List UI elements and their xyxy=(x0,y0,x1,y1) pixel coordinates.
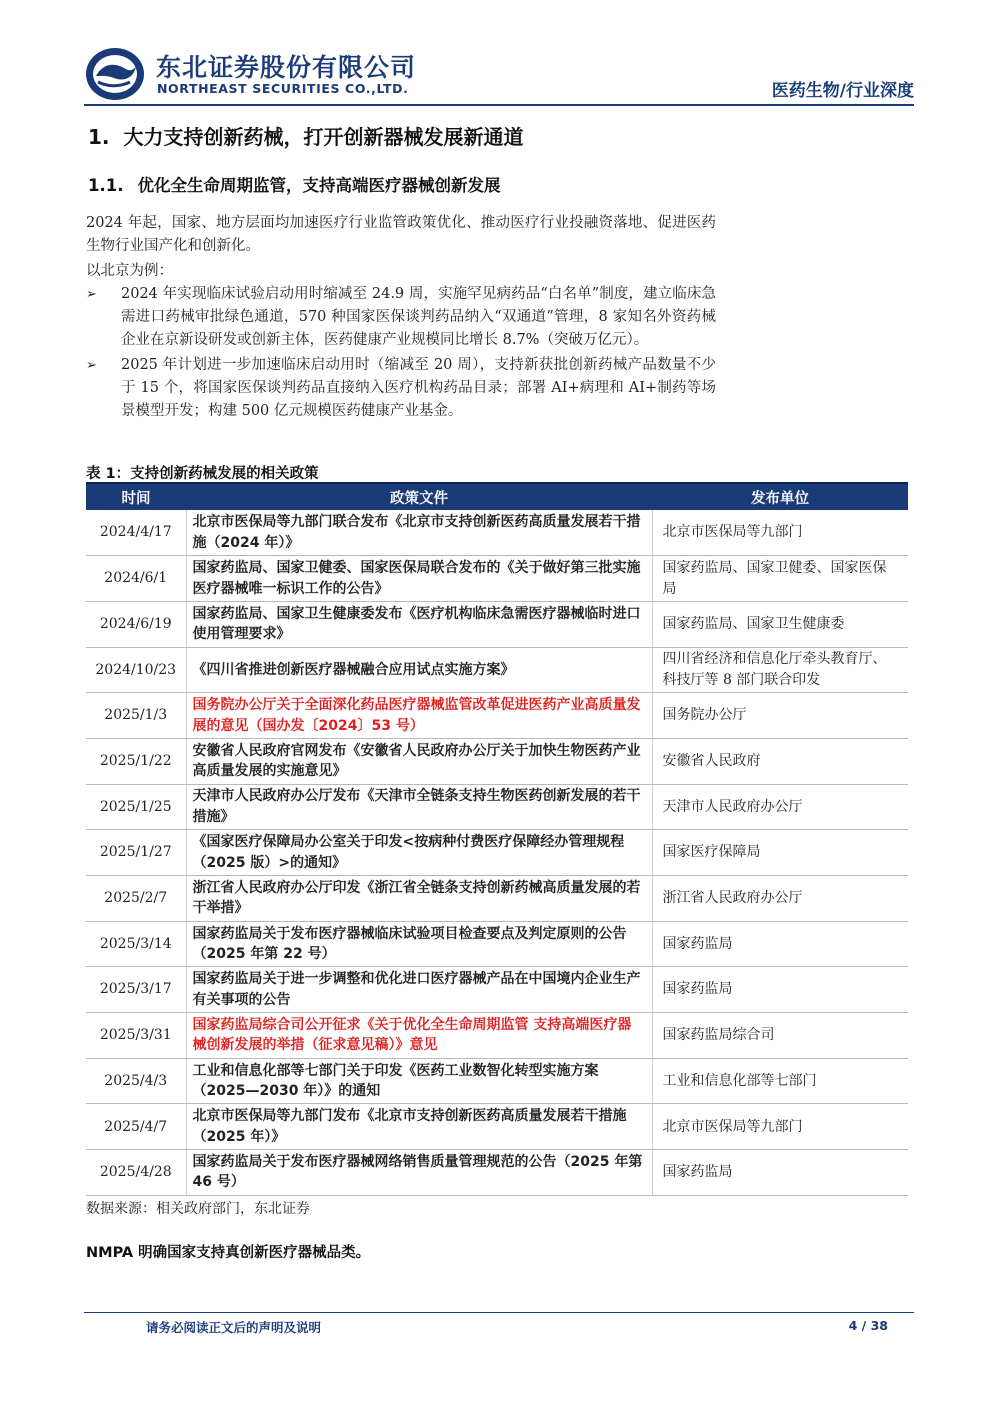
cell-date: 2025/2/7 xyxy=(86,876,186,922)
footer-divider xyxy=(84,1312,914,1313)
cell-issuer: 安徽省人民政府 xyxy=(652,738,908,784)
cell-date: 2025/1/25 xyxy=(86,784,186,830)
cell-date: 2025/1/22 xyxy=(86,738,186,784)
table-row xyxy=(86,693,908,739)
cell-policy-document: 国家药监局、国家卫健委、国家医保局联合发布的《关于做好第三批实施医疗器械唯一标识工作的公告》 xyxy=(186,556,652,602)
cell-issuer: 国家药监局 xyxy=(652,967,908,1013)
table-title: 表 1：支持创新药械发展的相关政策 xyxy=(86,466,319,482)
cell-policy-document: 国家药监局综合司公开征求《关于优化全生命周期监管 支持高端医疗器械创新发展的举措（征求意见稿）》意见 xyxy=(186,1013,652,1059)
table-row xyxy=(86,784,908,830)
cell-date: 2025/4/28 xyxy=(86,1150,186,1196)
cell-policy-document: 国务院办公厅关于全面深化药品医疗器械监管改革促进医药产业高质量发展的意见（国办发〔2024〕53 号） xyxy=(186,693,652,739)
table-row xyxy=(86,601,908,647)
section-title: 大力支持创新药械，打开创新器械发展新通道 xyxy=(123,125,524,149)
cell-issuer: 国家药监局 xyxy=(652,921,908,967)
cell-issuer: 北京市医保局等九部门 xyxy=(652,510,908,556)
cell-policy-document: 北京市医保局等九部门联合发布《北京市支持创新医药高质量发展若干措施（2024 年）》 xyxy=(186,510,652,556)
bullet-arrow-icon: ➢ xyxy=(86,287,97,302)
example-label: 以北京为例： xyxy=(86,263,173,279)
table-row xyxy=(86,967,908,1013)
cell-date: 2025/4/7 xyxy=(86,1104,186,1150)
cell-policy-document: 天津市人民政府办公厅发布《天津市全链条支持生物医药创新发展的若干措施》 xyxy=(186,784,652,830)
cell-issuer: 天津市人民政府办公厅 xyxy=(652,784,908,830)
cell-date: 2025/4/3 xyxy=(86,1058,186,1104)
table-body xyxy=(86,510,908,1195)
list-item xyxy=(86,283,716,352)
cell-date: 2024/4/17 xyxy=(86,510,186,556)
bullet-arrow-icon: ➢ xyxy=(86,358,97,373)
cell-date: 2025/3/31 xyxy=(86,1013,186,1059)
data-source-note: 数据来源：相关政府部门，东北证券 xyxy=(86,1201,310,1217)
company-name-cn: 东北证券股份有限公司 xyxy=(156,53,417,82)
subsection-title: 优化全生命周期监管，支持高端医疗器械创新发展 xyxy=(137,176,501,195)
cell-issuer: 国家医疗保障局 xyxy=(652,830,908,876)
cell-issuer: 四川省经济和信息化厅牵头教育厅、科技厅等 8 部门联合印发 xyxy=(652,647,908,693)
cell-policy-document: 国家药监局关于发布医疗器械临床试验项目检查要点及判定原则的公告（2025 年第 22 号） xyxy=(186,921,652,967)
bullet-list xyxy=(86,283,716,425)
cell-policy-document: 浙江省人民政府办公厅印发《浙江省全链条支持创新药械高质量发展的若干举措》 xyxy=(186,876,652,922)
cell-date: 2025/3/14 xyxy=(86,921,186,967)
cell-issuer: 国家药监局 xyxy=(652,1150,908,1196)
table-row xyxy=(86,1150,908,1196)
table-row xyxy=(86,830,908,876)
cell-policy-document: 《四川省推进创新医疗器械融合应用试点实施方案》 xyxy=(186,647,652,693)
section-heading xyxy=(88,121,524,150)
cell-date: 2025/1/3 xyxy=(86,693,186,739)
column-header-issuer: 发布单位 xyxy=(652,483,908,510)
cell-issuer: 国家药监局综合司 xyxy=(652,1013,908,1059)
closing-statement: NMPA 明确国家支持真创新医疗器械品类。 xyxy=(86,1245,371,1261)
cell-policy-document: 工业和信息化部等七部门关于印发《医药工业数智化转型实施方案（2025—2030 年）》的通知 xyxy=(186,1058,652,1104)
cell-date: 2025/1/27 xyxy=(86,830,186,876)
table-row xyxy=(86,1104,908,1150)
column-header-document: 政策文件 xyxy=(186,483,652,510)
cell-policy-document: 安徽省人民政府官网发布《安徽省人民政府办公厅关于加快生物医药产业高质量发展的实施意见》 xyxy=(186,738,652,784)
bullet-text: 2024 年实现临床试验启动用时缩减至 24.9 周，实施罕见病药品“白名单”制度，建立临床急需进口药械审批绿色通道，570 种国家医保谈判药品纳入“双通道”管理，8 家知名外资药械企业在京新设研发或创新主体，医药健康产业规模同比增长 8.7%（突破万亿元）。 xyxy=(121,286,716,348)
cell-date: 2024/6/1 xyxy=(86,556,186,602)
company-name-en: NORTHEAST SECURITIES CO.,LTD. xyxy=(157,81,409,96)
page-header xyxy=(84,40,914,104)
column-header-date: 时间 xyxy=(86,483,186,510)
table-row xyxy=(86,876,908,922)
cell-issuer: 浙江省人民政府办公厅 xyxy=(652,876,908,922)
cell-issuer: 国家药监局、国家卫生健康委 xyxy=(652,601,908,647)
cell-policy-document: 国家药监局、国家卫生健康委发布《医疗机构临床急需医疗器械临时进口使用管理要求》 xyxy=(186,601,652,647)
cell-policy-document: 《国家医疗保障局办公室关于印发<按病种付费医疗保障经办管理规程（2025 版）>的通知》 xyxy=(186,830,652,876)
subsection-number: 1.1. xyxy=(88,176,124,195)
company-logo-icon xyxy=(84,46,146,102)
table-row xyxy=(86,738,908,784)
table-row xyxy=(86,510,908,556)
table-header-row xyxy=(86,483,908,510)
cell-policy-document: 国家药监局关于发布医疗器械网络销售质量管理规范的公告（2025 年第 46 号） xyxy=(186,1150,652,1196)
table-row xyxy=(86,647,908,693)
cell-date: 2024/10/23 xyxy=(86,647,186,693)
cell-date: 2024/6/19 xyxy=(86,601,186,647)
bullet-text: 2025 年计划进一步加速临床启动用时（缩减至 20 周），支持新获批创新药械产品数量不少于 15 个，将国家医保谈判药品直接纳入医疗机构药品目录；部署 AI+病理和 AI+制药等场景模型开发；构建 500 亿元规模医药健康产业基金。 xyxy=(121,357,716,419)
table-row xyxy=(86,556,908,602)
footer-disclaimer: 请务必阅读正文后的声明及说明 xyxy=(146,1320,322,1335)
table-row xyxy=(86,1058,908,1104)
cell-policy-document: 北京市医保局等九部门发布《北京市支持创新医药高质量发展若干措施（2025 年）》 xyxy=(186,1104,652,1150)
header-divider xyxy=(84,104,914,106)
report-category: 医药生物/行业深度 xyxy=(771,81,914,101)
subsection-heading xyxy=(88,172,501,196)
cell-issuer: 北京市医保局等九部门 xyxy=(652,1104,908,1150)
cell-policy-document: 国家药监局关于进一步调整和优化进口医疗器械产品在中国境内企业生产有关事项的公告 xyxy=(186,967,652,1013)
cell-issuer: 国务院办公厅 xyxy=(652,693,908,739)
policy-table xyxy=(86,482,908,1196)
cell-date: 2025/3/17 xyxy=(86,967,186,1013)
table-row xyxy=(86,1013,908,1059)
page-number: 4 / 38 xyxy=(848,1318,888,1333)
table-row xyxy=(86,921,908,967)
cell-issuer: 工业和信息化部等七部门 xyxy=(652,1058,908,1104)
section-number: 1. xyxy=(88,125,110,149)
intro-paragraph: 2024 年起，国家、地方层面均加速医疗行业监管政策优化、推动医疗行业投融资落地、促进医药生物行业国产化和创新化。 xyxy=(86,215,716,254)
list-item xyxy=(86,354,716,423)
cell-issuer: 国家药监局、国家卫健委、国家医保局 xyxy=(652,556,908,602)
